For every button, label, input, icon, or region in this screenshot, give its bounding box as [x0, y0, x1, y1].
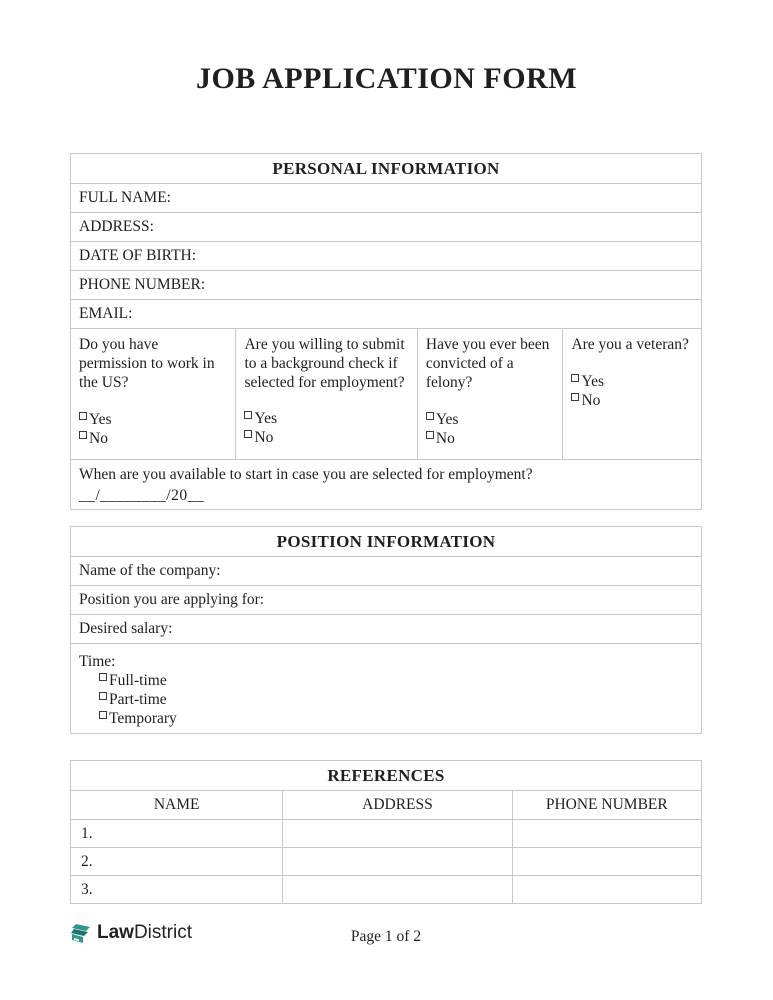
option-no-label: No [435, 430, 455, 447]
date-of-birth-field[interactable] [71, 241, 701, 270]
question-background-check [235, 329, 416, 459]
time-options-row [71, 643, 701, 733]
row-number: 2. [81, 853, 93, 870]
personal-information-section [70, 153, 702, 510]
page-title: JOB APPLICATION FORM [195, 62, 578, 95]
address-label: ADDRESS: [79, 218, 154, 235]
row-number: 3. [81, 881, 93, 898]
position-applying-field[interactable] [71, 585, 701, 614]
desired-salary-label: Desired salary: [79, 620, 173, 637]
date-of-birth-label: DATE OF BIRTH: [79, 247, 197, 264]
checkbox-icon[interactable] [571, 374, 579, 382]
availability-field[interactable] [71, 459, 701, 509]
checkbox-icon[interactable] [79, 412, 87, 420]
reference-row-2 [71, 847, 701, 875]
full-time-label: Full-time [109, 672, 167, 689]
references-header: REFERENCES [327, 766, 445, 785]
question-text: Are you a veteran? [571, 336, 689, 353]
checkbox-icon[interactable] [79, 431, 87, 439]
address-field[interactable] [71, 212, 701, 241]
option-yes-label: Yes [89, 411, 112, 428]
question-text: Do you have permission to work in the US? [79, 336, 215, 391]
column-header-phone: PHONE NUMBER [512, 791, 701, 819]
checkbox-icon[interactable] [99, 673, 107, 681]
phone-number-label: PHONE NUMBER: [79, 276, 206, 293]
company-name-field[interactable] [71, 556, 701, 585]
lawdistrict-logo [70, 922, 192, 944]
availability-date-placeholder: __/________/20__ [79, 487, 205, 504]
reference-address-cell[interactable] [282, 876, 511, 903]
time-label: Time: [79, 653, 116, 670]
checkbox-icon[interactable] [244, 411, 252, 419]
email-label: EMAIL: [79, 305, 133, 322]
references-column-headers [71, 790, 701, 819]
phone-number-field[interactable] [71, 270, 701, 299]
column-header-name: NAME [153, 796, 200, 813]
references-section [70, 760, 702, 904]
reference-phone-cell[interactable] [512, 820, 701, 847]
personal-information-header: PERSONAL INFORMATION [272, 159, 500, 178]
question-text: Are you willing to submit to a background check if selected for employment? [244, 336, 405, 391]
checkbox-icon[interactable] [99, 711, 107, 719]
checkbox-icon[interactable] [426, 431, 434, 439]
option-yes-label: Yes [581, 373, 604, 390]
reference-phone-cell[interactable] [512, 848, 701, 875]
full-name-field[interactable] [71, 183, 701, 212]
option-no-label: No [89, 430, 108, 447]
page-footer [70, 922, 702, 952]
reference-row-3 [71, 875, 701, 903]
email-field[interactable] [71, 299, 701, 328]
availability-question: When are you available to start in case you are selected for employment? [79, 466, 533, 483]
checkbox-icon[interactable] [571, 393, 579, 401]
question-veteran [562, 329, 701, 459]
checkbox-icon[interactable] [426, 412, 434, 420]
option-yes-label: Yes [254, 410, 278, 427]
desired-salary-field[interactable] [71, 614, 701, 643]
row-number: 1. [81, 825, 93, 842]
question-text: Have you ever been convicted of a felony? [425, 336, 550, 391]
reference-address-cell[interactable] [282, 848, 511, 875]
reference-address-cell[interactable] [282, 820, 511, 847]
checkbox-icon[interactable] [244, 430, 252, 438]
lawdistrict-books-icon [70, 922, 92, 944]
position-information-header: POSITION INFORMATION [276, 532, 496, 551]
option-no-label: No [254, 429, 274, 446]
column-header-address: ADDRESS [282, 791, 511, 819]
part-time-label: Part-time [109, 691, 167, 708]
option-yes-label: Yes [435, 411, 459, 428]
question-work-permission [71, 329, 235, 459]
page-indicator: Page 1 of 2 [350, 928, 422, 945]
checkbox-icon[interactable] [99, 692, 107, 700]
position-information-section [70, 526, 702, 734]
question-felony [417, 329, 563, 459]
reference-row-1 [71, 819, 701, 847]
position-applying-label: Position you are applying for: [79, 591, 265, 608]
brand-district-text: District [133, 922, 193, 943]
reference-phone-cell[interactable] [512, 876, 701, 903]
full-name-label: FULL NAME: [79, 189, 171, 206]
brand-law-text: Law [97, 922, 134, 943]
option-no-label: No [581, 392, 601, 409]
temporary-label: Temporary [109, 710, 177, 727]
company-name-label: Name of the company: [79, 562, 221, 579]
eligibility-questions-row [71, 328, 701, 459]
